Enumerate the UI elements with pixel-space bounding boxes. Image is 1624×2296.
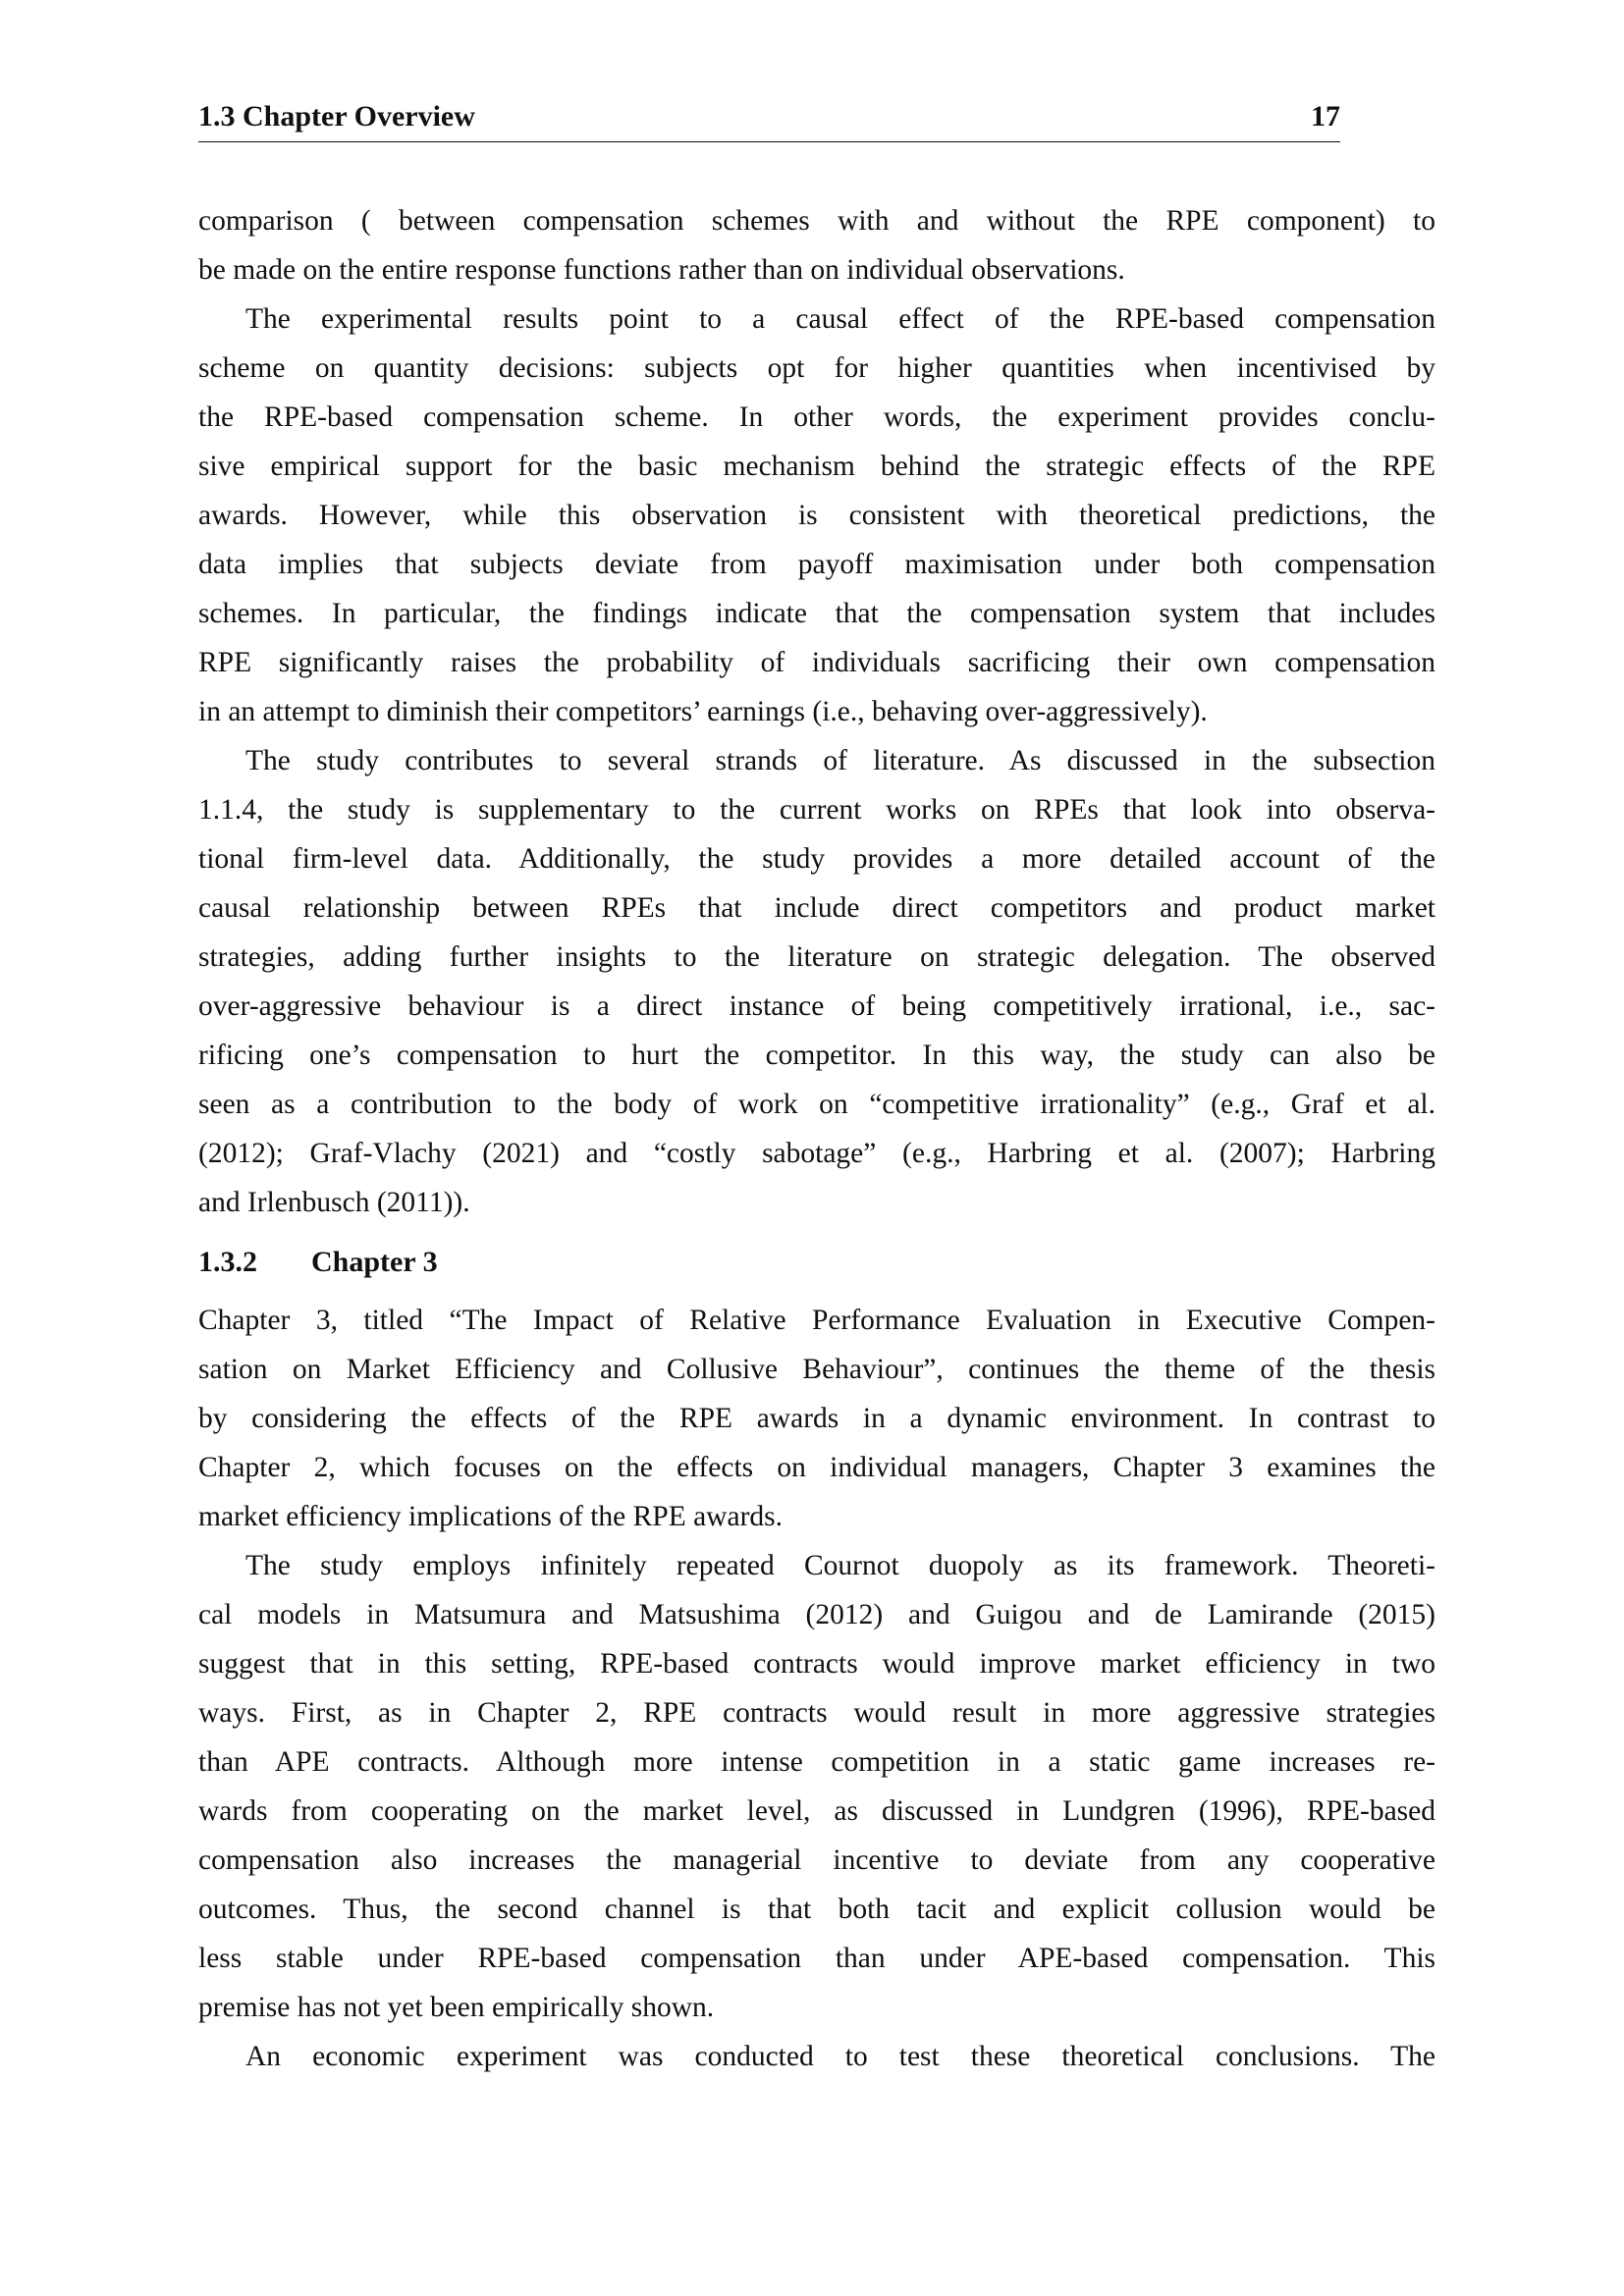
text-line: the RPE-based compensation scheme. In other words, the experiment provides conclu-	[198, 401, 1435, 433]
text-line: Chapter 2, which focuses on the effects on individual managers, Chapter 3 examines the	[198, 1452, 1435, 1483]
text-line: less stable under RPE-based compensation than under APE-based compensation. This	[198, 1943, 1435, 1974]
header-section-title: 1.3 Chapter Overview	[198, 100, 475, 133]
text-line: than APE contracts. Although more intense competition in a static game increases re-	[198, 1746, 1435, 1778]
page-body	[198, 196, 1435, 2081]
subsection-heading	[198, 1227, 1435, 1294]
page-number: 17	[1311, 100, 1340, 133]
text-line: tional firm-level data. Additionally, the study provides a more detailed account of the	[198, 843, 1435, 875]
paragraph	[198, 736, 1435, 1227]
paragraphs-after	[198, 1296, 1435, 2081]
text-line: market efficiency implications of the RPE awards.	[198, 1501, 784, 1532]
paragraph	[198, 196, 1435, 294]
text-line: scheme on quantity decisions: subjects opt for higher quantities when incentivised by	[198, 352, 1435, 384]
text-line: premise has not yet been empirically shown.	[198, 1992, 715, 2023]
text-line: compensation also increases the managerial incentive to deviate from any cooperative	[198, 1844, 1435, 1876]
subsection-title: Chapter 3	[311, 1246, 438, 1278]
text-line: suggest that in this setting, RPE-based contracts would improve market efficiency in two	[198, 1648, 1435, 1680]
text-line: RPE significantly raises the probability of individuals sacrificing their own compensation	[198, 647, 1435, 678]
text-line: strategies, adding further insights to the literature on strategic delegation. The observed	[198, 941, 1435, 973]
text-line: ways. First, as in Chapter 2, RPE contracts would result in more aggressive strategies	[198, 1697, 1435, 1729]
running-header	[198, 98, 1340, 142]
text-line: in an attempt to diminish their competitors’ earnings (i.e., behaving over-aggressively).	[198, 696, 1208, 727]
text-line: cal models in Matsumura and Matsushima (2012) and Guigou and de Lamirande (2015)	[198, 1599, 1435, 1630]
text-line: (2012); Graf-Vlachy (2021) and “costly sabotage” (e.g., Harbring et al. (2007); Harbring	[198, 1138, 1435, 1169]
text-line: be made on the entire response functions rather than on individual observations.	[198, 254, 1125, 286]
text-line: comparison ( between compensation schemes with and without the RPE component) to	[198, 205, 1435, 237]
text-line: data implies that subjects deviate from payoff maximisation under both compensation	[198, 549, 1435, 580]
text-line: Chapter 3, titled “The Impact of Relative Performance Evaluation in Executive Compen-	[198, 1305, 1435, 1336]
text-line: 1.1.4, the study is supplementary to the current works on RPEs that look into observa-	[198, 794, 1435, 826]
text-line: awards. However, while this observation is consistent with theoretical predictions, the	[198, 500, 1435, 531]
paragraph	[198, 1296, 1435, 1541]
text-line: The experimental results point to a causal effect of the RPE-based compensation	[245, 303, 1435, 335]
text-line: over-aggressive behaviour is a direct instance of being competitively irrational, i.e., sac-	[198, 990, 1435, 1022]
text-line: rificing one’s compensation to hurt the competitor. In this way, the study can also be	[198, 1040, 1435, 1071]
text-line: An economic experiment was conducted to test these theoretical conclusions. The	[245, 2041, 1435, 2072]
paragraph	[198, 2032, 1435, 2081]
text-line: sive empirical support for the basic mechanism behind the strategic effects of the RPE	[198, 451, 1435, 482]
text-line: schemes. In particular, the findings indicate that the compensation system that includes	[198, 598, 1435, 629]
paragraphs-before	[198, 196, 1435, 1227]
text-line: causal relationship between RPEs that include direct competitors and product market	[198, 892, 1435, 924]
text-line: The study employs infinitely repeated Cournot duopoly as its framework. Theoreti-	[245, 1550, 1435, 1581]
text-line: The study contributes to several strands of literature. As discussed in the subsection	[245, 745, 1435, 776]
subsection-number: 1.3.2	[198, 1246, 257, 1278]
paragraph	[198, 294, 1435, 736]
text-line: sation on Market Efficiency and Collusive Behaviour”, continues the theme of the thesis	[198, 1354, 1435, 1385]
text-line: wards from cooperating on the market level, as discussed in Lundgren (1996), RPE-based	[198, 1795, 1435, 1827]
text-line: by considering the effects of the RPE awards in a dynamic environment. In contrast to	[198, 1403, 1435, 1434]
text-line: seen as a contribution to the body of work on “competitive irrationality” (e.g., Graf et al.	[198, 1089, 1435, 1120]
text-line: and Irlenbusch (2011)).	[198, 1187, 470, 1218]
text-line: outcomes. Thus, the second channel is that both tacit and explicit collusion would be	[198, 1894, 1435, 1925]
paragraph	[198, 1541, 1435, 2032]
